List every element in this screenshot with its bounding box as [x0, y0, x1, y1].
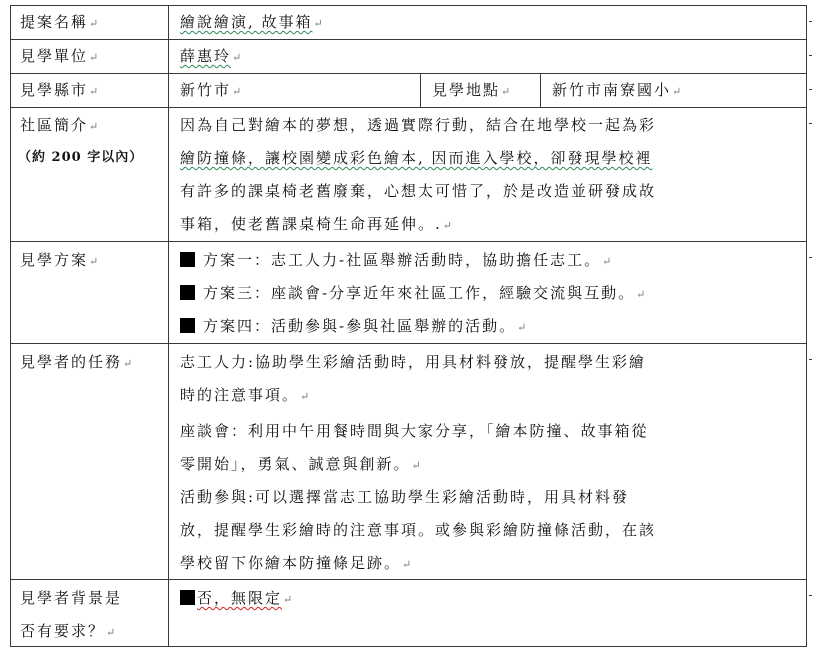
- row-divider: [10, 39, 807, 40]
- row-end-mark: [809, 123, 812, 124]
- row-end-mark: [809, 595, 812, 596]
- location-cell-divider: [540, 73, 541, 107]
- row-divider: [10, 107, 807, 108]
- row-end-mark: [809, 55, 812, 56]
- row-end-mark: [809, 21, 812, 22]
- row-end-mark: [809, 257, 812, 258]
- intro-line: 事箱，使老舊課桌椅生命再延伸。.↵: [180, 215, 453, 233]
- location-cell-divider: [420, 73, 421, 107]
- tasks-line: 志工人力:協助學生彩繪活動時，用具材料發放，提醒學生彩繪: [180, 353, 647, 371]
- tasks-line: 活動參與:可以選擇當志工協助學生彩繪活動時，用具材料發: [180, 488, 630, 506]
- tasks-line: 學校留下你繪本防撞條足跡。↵: [180, 554, 412, 572]
- plan-item: 方案三：座談會-分享近年來社區工作，經驗交流與互動。↵: [180, 285, 645, 303]
- intro-line: 繪防撞條，讓校園變成彩色繪本, 因而進入學校，卻發現學校裡: [180, 149, 653, 167]
- intro-label: 社區簡介↵: [20, 116, 99, 134]
- row-end-mark: [809, 89, 812, 90]
- background-value: 否，無限定↵: [180, 590, 292, 608]
- row-divider: [10, 241, 807, 242]
- row-divider: [10, 73, 807, 74]
- row-divider: [10, 579, 807, 580]
- tasks-line: 零開始」，勇氣、誠意與創新。↵: [180, 455, 421, 473]
- background-label: 否有要求？↵: [20, 622, 116, 640]
- county-value: 新竹市↵: [180, 81, 242, 99]
- tasks-line: 座談會：利用中午用餐時間與大家分享，「繪本防撞、故事箱從: [180, 422, 649, 440]
- tasks-label: 見學者的任務↵: [20, 353, 133, 371]
- label-column-divider: [168, 5, 169, 647]
- title-label: 提案名稱↵: [20, 13, 99, 31]
- row-end-mark: [809, 359, 812, 360]
- unit-value: 薛惠玲↵: [180, 47, 242, 65]
- plan-label: 見學方案↵: [20, 251, 99, 269]
- location-label: 見學地點↵: [432, 81, 511, 99]
- intro-line: 有許多的課桌椅老舊廢棄，心想太可惜了，於是改造並研發成故: [180, 182, 657, 200]
- unit-label: 見學單位↵: [20, 47, 99, 65]
- table-border-top: [10, 5, 807, 6]
- checked-box-icon: [180, 318, 195, 333]
- table-border-right: [806, 5, 807, 647]
- checked-box-icon: [180, 590, 195, 605]
- table-border-bottom: [10, 646, 807, 647]
- intro-line: 因為自己對繪本的夢想，透過實際行動，結合在地學校一起為彩: [180, 116, 657, 134]
- location-value: 新竹市南寮國小↵: [552, 81, 682, 99]
- intro-sub-label: （約 200 字以內）: [18, 150, 144, 165]
- checked-box-icon: [180, 285, 195, 300]
- title-value: 繪說繪演, 故事箱↵: [180, 13, 323, 31]
- plan-item: 方案四：活動參與-參與社區舉辦的活動。↵: [180, 318, 526, 336]
- table-border-left: [10, 5, 11, 647]
- checked-box-icon: [180, 252, 195, 267]
- county-label: 見學縣市↵: [20, 81, 99, 99]
- tasks-line: 放，提醒學生彩繪時的注意事項。或參與彩繪防撞條活動，在該: [180, 521, 657, 539]
- row-divider: [10, 343, 807, 344]
- background-label: 見學者背景是: [20, 589, 123, 607]
- tasks-line: 時的注意事項。↵: [180, 386, 310, 404]
- plan-item: 方案一：志工人力-社區舉辦活動時，協助擔任志工。↵: [180, 252, 611, 270]
